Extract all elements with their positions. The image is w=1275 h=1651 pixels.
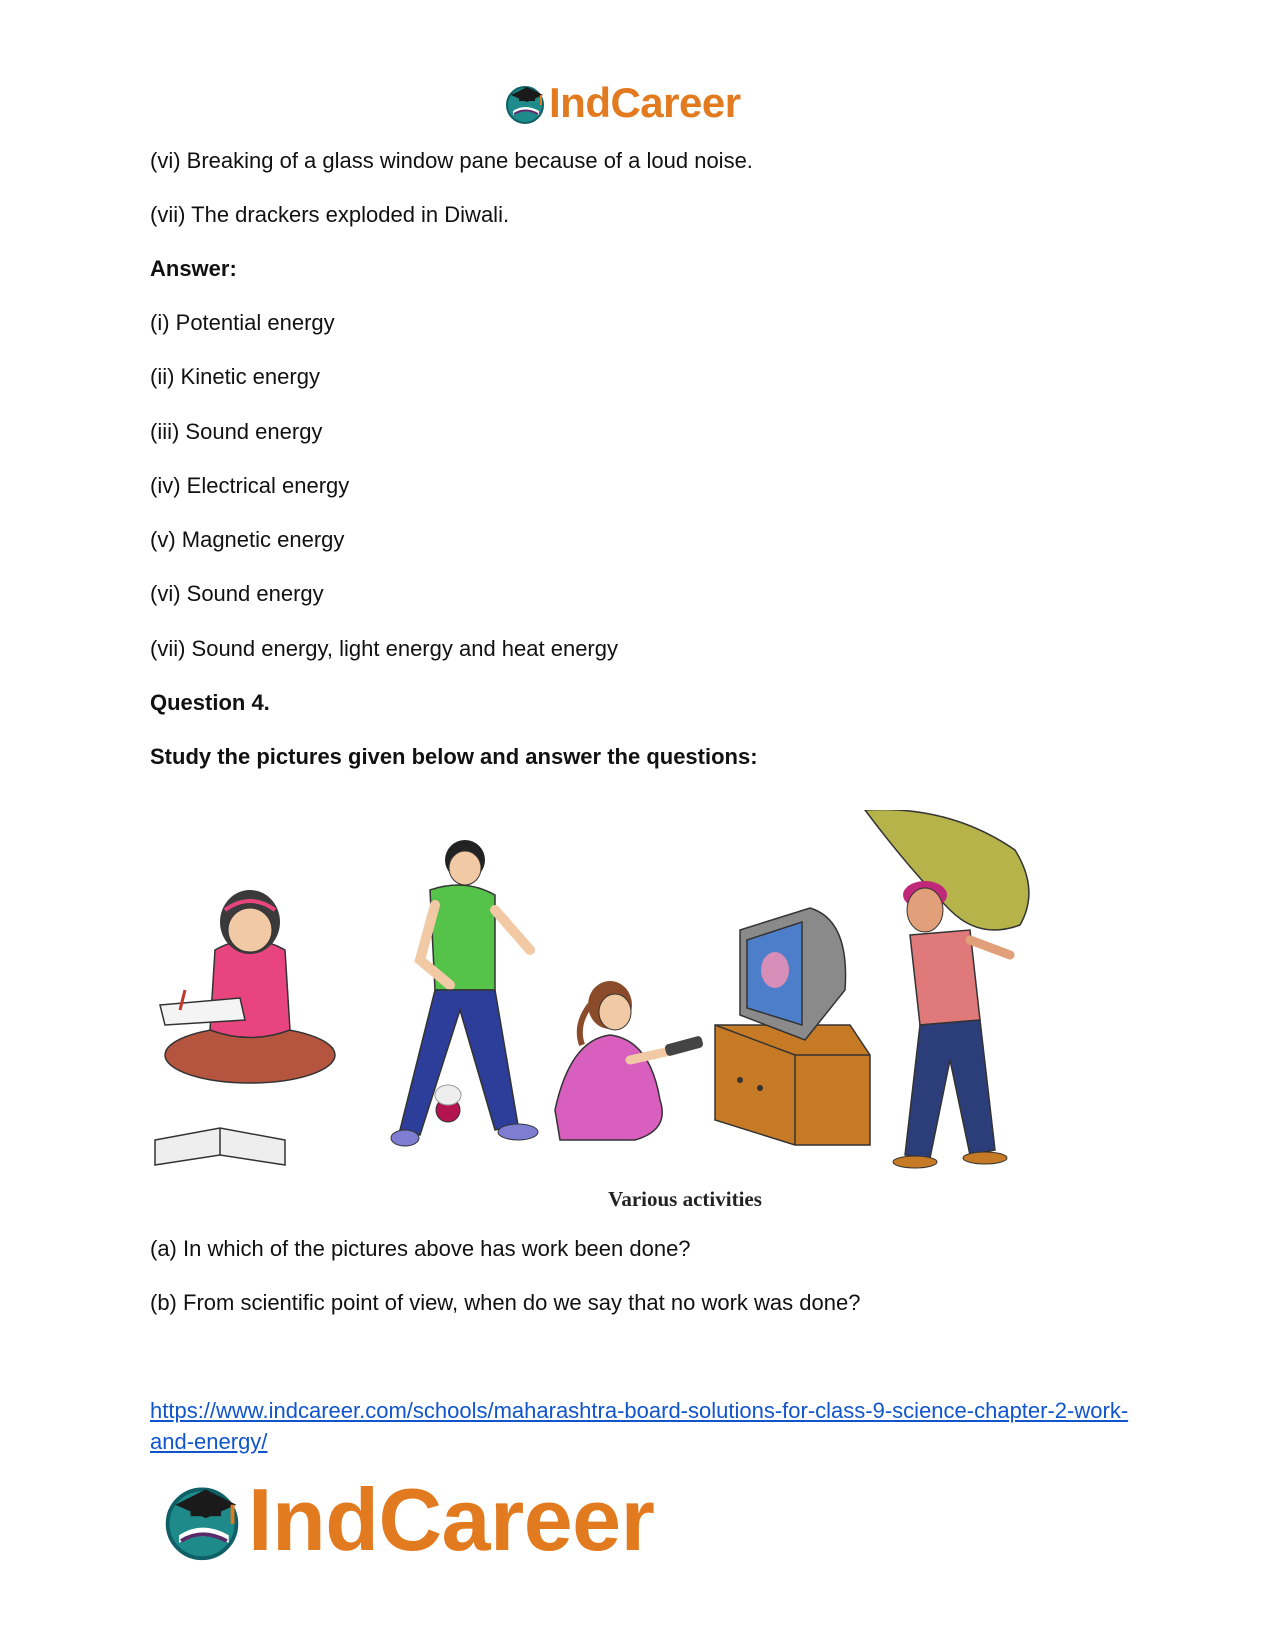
boy-kicking-figure <box>391 840 538 1146</box>
answer-item: (vi) Sound energy <box>150 581 324 606</box>
answer-item: (ii) Kinetic energy <box>150 364 320 389</box>
answer-item: (iv) Electrical energy <box>150 473 350 498</box>
header-logo-text: IndCareer <box>549 79 741 126</box>
question-prompt: Study the pictures given below and answer the questions: <box>150 744 758 769</box>
sub-question-b: (b) From scientific point of view, when do we say that no work was done? <box>150 1290 861 1315</box>
answer-heading: Answer: <box>150 256 237 281</box>
girl-with-remote-figure <box>555 981 704 1140</box>
answer-item: (v) Magnetic energy <box>150 527 345 552</box>
graduation-globe-icon <box>503 81 547 125</box>
graduation-globe-icon <box>160 1478 244 1562</box>
question-item-vi: (vi) Breaking of a glass window pane because of a loud noise. <box>150 148 753 173</box>
figure-caption: Various activities <box>608 1187 762 1211</box>
header-logo <box>503 78 741 128</box>
activities-illustration <box>150 810 1090 1210</box>
footer-logo <box>160 1470 654 1570</box>
answer-item: (i) Potential energy <box>150 310 335 335</box>
footer-logo-text: IndCareer <box>248 1470 655 1569</box>
answer-item: (vii) Sound energy, light energy and heat energy <box>150 636 618 661</box>
man-carrying-sack-figure <box>865 810 1029 1168</box>
question-heading: Question 4. <box>150 690 270 715</box>
source-link[interactable]: https://www.indcareer.com/schools/maharashtra-board-solutions-for-class-9-science-chapter-2-work-and-energy/ <box>150 1398 1129 1454</box>
television-figure <box>715 908 870 1145</box>
question-item-vii: (vii) The drackers exploded in Diwali. <box>150 202 510 227</box>
girl-studying-figure <box>155 890 335 1165</box>
answer-item: (iii) Sound energy <box>150 419 323 444</box>
sub-question-a: (a) In which of the pictures above has work been done? <box>150 1236 691 1261</box>
